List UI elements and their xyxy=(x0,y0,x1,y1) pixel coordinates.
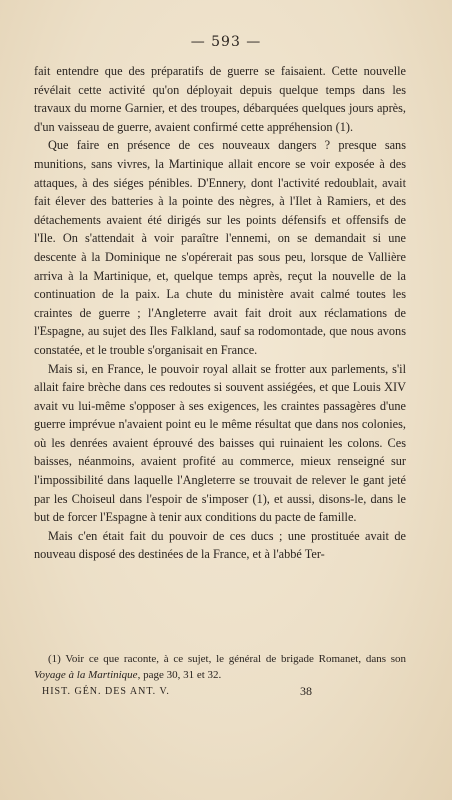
footnote-text-before: (1) Voir ce que raconte, à ce sujet, le général de brigade Romanet, dans son xyxy=(48,653,406,665)
paragraph-4: Mais c'en était fait du pouvoir de ces ducs ; une prostituée avait de nouveau disposé des destinées de la France, et à l'abbé Ter- xyxy=(34,528,406,562)
body-text xyxy=(34,62,406,564)
signature-number: 38 xyxy=(300,684,312,698)
footnote-book-title: Voyage à la Martinique xyxy=(34,668,138,681)
signature-mark: HIST. GÉN. DES ANT. V. xyxy=(42,686,170,697)
footnote-text-after: , page 30, 31 et 32. xyxy=(137,668,222,681)
page-number: — 593 — xyxy=(190,34,262,50)
paragraph-2: Que faire en présence de ces nouveaux dangers ? presque sans munitions, sans vivres, la Martinique allait encore se voir exposée à des attaques, à des siéges pénibles. D'Ennery, dont l'activité redoublait, avait fait élever des batteries à la pointe des nègres, à l'Ilet à Ramiers, et des détachements avaient été dirigés sur les points défensifs et offensifs de l'Ile. On s'attendait à voir paraître l'ennemi, on se demandait si une descente à la Dominique ne s'opérerait pas sous peu, lorsque de Vallière arriva à la Martinique, et, quelque temps après, reçut la nouvelle de la continuation de la paix. La chute du ministère avait calmé toutes les craintes de guerre ; l'Angleterre avait fait droit aux réclamations de l'Espagne, au sujet des Iles Falkland, sauf sa rodomontade, que nous avons constatée, et le trouble s'organisait en France. xyxy=(34,138,406,357)
footnote xyxy=(34,652,406,683)
paragraph-1: fait entendre que des préparatifs de guerre se faisaient. Cette nouvelle révélait cette activité qu'on déployait depuis quelque temps dans les travaux du morne Garnier, et des troupes, débarquées quelques jours après, d'un vaisseau de guerre, avaient confirmé cette appréhension (1). xyxy=(34,64,406,134)
paragraph-3: Mais si, en France, le pouvoir royal allait se frotter aux parlements, s'il allait faire brèche dans ces redoutes si souvent assiégées, et que Louis XIV avait vu lui-même s'opposer à ses exigences, les craintes passagères d'une guerre imprévue n'avaient point eu le même résultat que dans nos colonies, où les denrées avaient éprouvé des baisses qui ruinaient les colons. Ces baisses, néanmoins, avaient profité au commerce, mieux renseigné sur l'impossibilité dans laquelle l'Angleterre se trouvait de relever le gant jeté par les Choiseul dans l'espoir de s'imposer (1), et aussi, disons-le, dans le but de forcer l'Espagne à tenir aux conditions du pacte de famille. xyxy=(34,361,406,525)
